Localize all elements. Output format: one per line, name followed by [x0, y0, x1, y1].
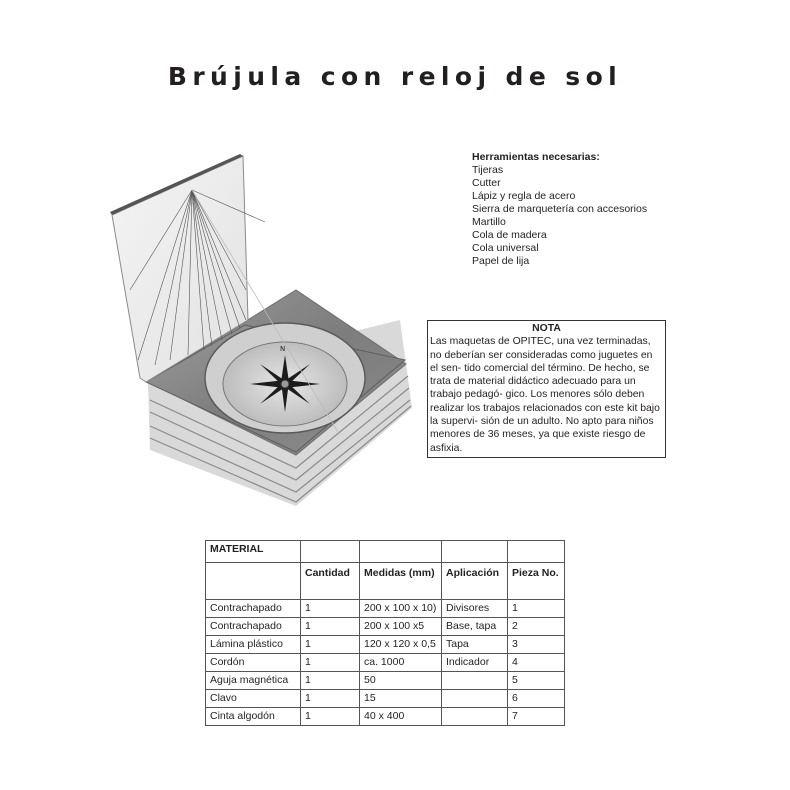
cell-application	[442, 672, 508, 690]
table-row	[206, 690, 565, 708]
cell-material: Lámina plástico	[206, 636, 301, 654]
column-header: Medidas (mm)	[360, 563, 442, 600]
cell-dimensions: 50	[360, 672, 442, 690]
cell-application	[442, 690, 508, 708]
tool-item: Lápiz y regla de acero	[472, 190, 576, 202]
cell-dimensions: 120 x 120 x 0,5	[360, 636, 442, 654]
cell-quantity: 1	[301, 654, 360, 672]
tools-list	[472, 151, 647, 268]
cell-dimensions: 15	[360, 690, 442, 708]
table-row	[206, 672, 565, 690]
cell-quantity: 1	[301, 636, 360, 654]
svg-text:N: N	[280, 345, 286, 353]
tool-item: Papel de lija	[472, 255, 530, 267]
tool-item: Martillo	[472, 216, 506, 228]
table-title-row	[206, 541, 565, 563]
cell-material: Contrachapado	[206, 600, 301, 618]
cell-material: Aguja magnética	[206, 672, 301, 690]
column-header: Aplicación	[442, 563, 508, 600]
table-row	[206, 654, 565, 672]
cell-material: Cinta algodón	[206, 708, 301, 726]
note-text: Las maquetas de OPITEC, una vez terminadas, no deberían ser consideradas como juguetes en el sen- tido comercial del término. De hecho, se trata de material didáctico adecuado para un trabajo pedagó- gico. Los menores sólo deben realizar los trabajos relacionados con este kit bajo la supervi- sión de un adulto. No apto para niños menores de 36 meses, ya que existe riesgo de asfixia.	[430, 336, 660, 454]
table-row	[206, 708, 565, 726]
tool-item: Cola de madera	[472, 229, 547, 241]
cell-application: Base, tapa	[442, 618, 508, 636]
cell-material: Cordón	[206, 654, 301, 672]
safety-note-box	[427, 320, 666, 458]
tool-item: Cola universal	[472, 242, 539, 254]
cell-quantity: 1	[301, 600, 360, 618]
table-row	[206, 636, 565, 654]
table-header-row	[206, 563, 565, 600]
cell-quantity: 1	[301, 618, 360, 636]
sundial-compass-photo	[100, 150, 420, 520]
cell-dimensions: ca. 1000	[360, 654, 442, 672]
material-table	[205, 540, 565, 726]
tool-item: Tijeras	[472, 164, 504, 176]
cell-quantity: 1	[301, 672, 360, 690]
cell-part-number: 1	[508, 600, 565, 618]
cell-quantity: 1	[301, 690, 360, 708]
column-header: Cantidad	[301, 563, 360, 600]
cell-part-number: 6	[508, 690, 565, 708]
cell-part-number: 4	[508, 654, 565, 672]
cell-material: Contrachapado	[206, 618, 301, 636]
tool-item: Cutter	[472, 177, 501, 189]
cell-dimensions: 40 x 400	[360, 708, 442, 726]
cell-application: Tapa	[442, 636, 508, 654]
cell-material: Clavo	[206, 690, 301, 708]
page-title: Brújula con reloj de sol	[167, 62, 623, 91]
cell-application	[442, 708, 508, 726]
tools-heading: Herramientas necesarias:	[472, 151, 600, 163]
table-row	[206, 600, 565, 618]
tool-item: Sierra de marquetería con accesorios	[472, 203, 648, 215]
note-title: NOTA	[532, 323, 561, 334]
cell-part-number: 2	[508, 618, 565, 636]
table-row	[206, 618, 565, 636]
column-header	[206, 563, 301, 600]
cell-application: Indicador	[442, 654, 508, 672]
cell-dimensions: 200 x 100 x 10)	[360, 600, 442, 618]
cell-quantity: 1	[301, 708, 360, 726]
cell-dimensions: 200 x 100 x5	[360, 618, 442, 636]
cell-part-number: 5	[508, 672, 565, 690]
cell-part-number: 3	[508, 636, 565, 654]
cell-application: Divisores	[442, 600, 508, 618]
cell-part-number: 7	[508, 708, 565, 726]
column-header: Pieza No.	[508, 563, 565, 600]
table-title: MATERIAL	[206, 541, 301, 563]
